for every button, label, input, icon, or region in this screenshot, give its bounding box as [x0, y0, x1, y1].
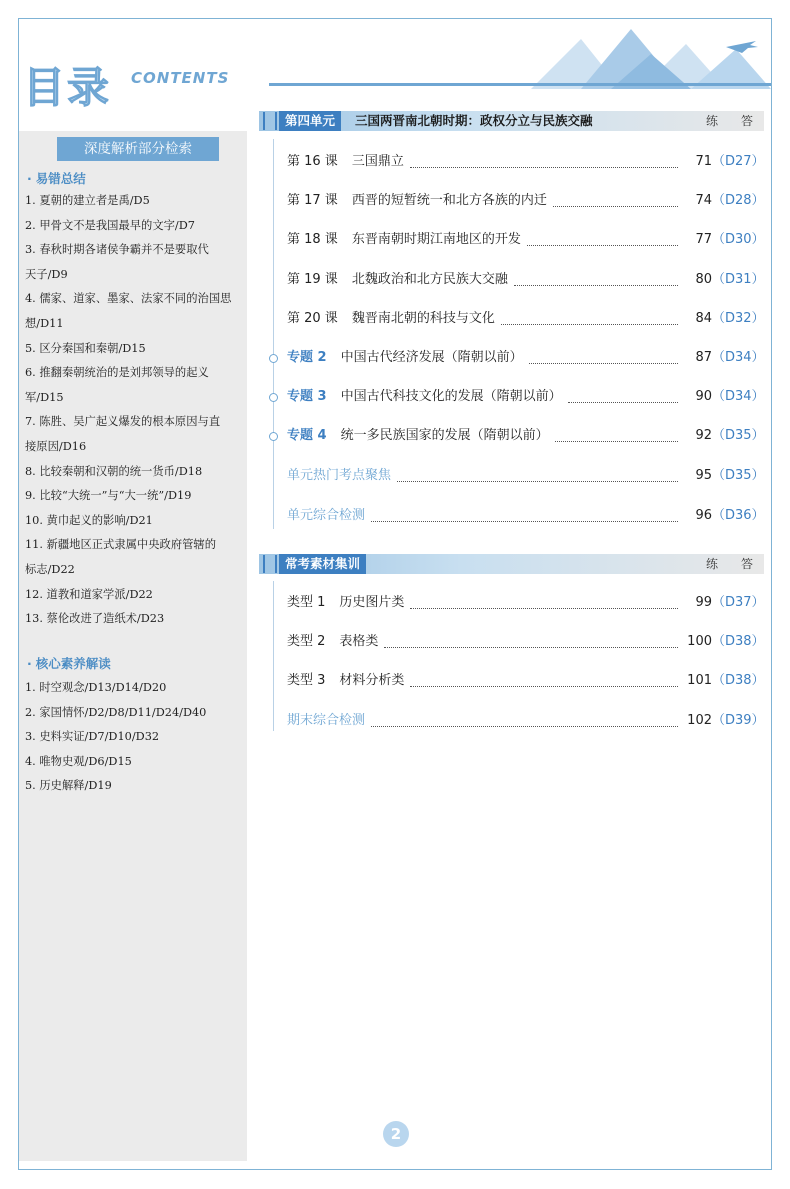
toc-page: 102 [687, 713, 712, 728]
toc-row[interactable] [287, 190, 765, 212]
dot-leader [553, 195, 678, 207]
dot-leader [529, 352, 678, 364]
toc-num: 专题 2 [287, 350, 327, 365]
toc-ans: （D35） [712, 428, 765, 443]
page-frame [18, 18, 772, 1170]
toc-name: 北魏政治和北方民族大交融 [351, 272, 508, 287]
materials-columns [684, 554, 754, 574]
materials-header [259, 554, 764, 574]
materials-tag: 常考素材集训 [279, 554, 366, 574]
toc-page: 74 [695, 193, 712, 208]
toc-page: 99 [695, 595, 712, 610]
toc-num: 类型 1 [287, 595, 326, 610]
dot-leader [410, 156, 678, 168]
toc-page: 80 [695, 272, 712, 287]
toc-ans: （D37） [712, 595, 765, 610]
dot-leader [568, 391, 678, 403]
toc-page: 77 [695, 232, 712, 247]
toc-num: 第 16 课 [287, 154, 338, 169]
sidebar-list-item: 5. 历史解释/D19 [25, 779, 112, 793]
toc-name: 材料分析类 [339, 673, 405, 688]
toc-page: 71 [695, 154, 712, 169]
toc-page: 100 [687, 634, 712, 649]
toc-name: 统一多民族国家的发展（隋朝以前） [340, 428, 549, 443]
toc-num: 第 20 课 [287, 311, 338, 326]
toc-row[interactable] [287, 631, 765, 653]
toc-ans: （D32） [712, 311, 765, 326]
sidebar-list-item: 1. 夏朝的建立者是禹/D5 [25, 194, 150, 207]
sidebar-list-item: 7. 陈胜、吴广起义爆发的根本原因与直 [25, 415, 221, 429]
toc-ans: （D39） [712, 713, 765, 728]
toc-name: 历史图片类 [339, 595, 405, 610]
sidebar-index [19, 131, 247, 1161]
toc-num: 专题 3 [287, 389, 327, 404]
sidebar-list-item: 3. 史料实证/D7/D10/D32 [25, 730, 160, 744]
sidebar-list-item: 11. 新疆地区正式隶属中央政府管辖的 [25, 538, 217, 552]
sidebar-list-item: 13. 蔡伦改进了造纸术/D23 [25, 612, 165, 626]
sidebar-list-item: 12. 道教和道家学派/D22 [25, 587, 153, 601]
dot-leader [410, 597, 678, 609]
toc-ans: （D38） [712, 634, 765, 649]
toc-num: 第 19 课 [287, 272, 338, 287]
toc-name: 东晋南朝时期江南地区的开发 [351, 232, 521, 247]
dot-leader [555, 430, 678, 442]
col-answer: 答 [740, 557, 754, 571]
sidebar-list-item: 2. 甲骨文不是我国最早的文字/D7 [25, 218, 195, 232]
toc-row[interactable] [287, 308, 765, 330]
toc-row[interactable] [287, 465, 765, 487]
toc-page: 87 [695, 350, 712, 365]
topic-bullet-icon [269, 354, 278, 363]
toc-row[interactable] [287, 229, 765, 251]
unit4-header [259, 111, 764, 131]
book-icon [263, 555, 277, 573]
toc-ans: （D34） [712, 350, 765, 365]
toc-row[interactable] [287, 425, 765, 447]
toc-logo: 目录 [23, 63, 112, 112]
sidebar-section-literacy: · 核心素养解读 [27, 654, 111, 672]
toc-ans: （D27） [712, 154, 765, 169]
toc-name: 中国古代经济发展（隋朝以前） [340, 350, 523, 365]
toc-page: 95 [695, 468, 712, 483]
unit4-tag: 第四单元 [279, 111, 341, 131]
unit4-columns [684, 111, 754, 131]
toc-ans: （D28） [712, 193, 765, 208]
dot-leader [527, 234, 678, 246]
toc-num: 专题 4 [287, 428, 327, 443]
toc-name: 魏晋南北朝的科技与文化 [351, 311, 495, 326]
sidebar-list-item: 4. 儒家、道家、墨家、法家不同的治国思 [25, 292, 232, 306]
topic-bullet-icon [269, 432, 278, 441]
toc-page: 84 [695, 311, 712, 326]
toc-page: 92 [695, 428, 712, 443]
header-rule [269, 83, 771, 86]
sidebar-list-item: 5. 区分秦国和秦朝/D15 [25, 341, 146, 355]
col-practice: 练 [705, 557, 719, 571]
page-number: 2 [383, 1121, 409, 1147]
sidebar-title: 深度解析部分检索 [57, 137, 219, 161]
sidebar-list-item: 4. 唯物史观/D6/D15 [25, 754, 132, 768]
toc-ans: （D34） [712, 389, 765, 404]
sidebar-list-item: 接原因/D16 [25, 440, 87, 453]
toc-row[interactable] [287, 386, 765, 408]
materials-rule [273, 581, 274, 731]
toc-num: 单元热门考点聚焦 [287, 468, 392, 483]
toc-row[interactable] [287, 151, 765, 173]
sidebar-list-item: 2. 家国情怀/D2/D8/D11/D24/D40 [25, 705, 207, 719]
toc-row[interactable] [287, 505, 765, 527]
toc-ans: （D30） [712, 232, 765, 247]
toc-row[interactable] [287, 347, 765, 369]
mountain-decoration-icon [511, 19, 771, 89]
sidebar-list-item: 标志/D22 [25, 563, 75, 576]
toc-ans: （D35） [712, 468, 765, 483]
topic-bullet-icon [269, 393, 278, 402]
toc-ans: （D31） [712, 272, 765, 287]
dot-leader [514, 274, 678, 286]
col-practice: 练 [705, 114, 719, 128]
toc-num: 单元综合检测 [287, 508, 366, 523]
toc-name: 西晋的短暂统一和北方各族的内迁 [351, 193, 547, 208]
toc-ans: （D36） [712, 508, 765, 523]
sidebar-list-item: 9. 比较“大统一”与“大一统”/D19 [25, 489, 192, 503]
dot-leader [410, 675, 678, 687]
contents-label: CONTENTS [131, 69, 230, 87]
toc-name: 表格类 [339, 634, 379, 649]
toc-ans: （D38） [712, 673, 765, 688]
toc-num: 第 17 课 [287, 193, 338, 208]
sidebar-list-item: 天子/D9 [25, 267, 68, 281]
col-answer: 答 [740, 114, 754, 128]
toc-page: 96 [695, 508, 712, 523]
dot-leader [384, 636, 678, 648]
toc-num: 类型 2 [287, 634, 326, 649]
unit4-title: 三国两晋南北朝时期：政权分立与民族交融 [355, 113, 593, 128]
toc-row[interactable] [287, 269, 765, 291]
dot-leader [371, 715, 678, 727]
dot-leader [371, 510, 678, 522]
toc-num: 期末综合检测 [287, 713, 366, 728]
sidebar-list-item: 1. 时空观念/D13/D14/D20 [25, 681, 167, 694]
sidebar-list-item: 8. 比较秦朝和汉朝的统一货币/D18 [25, 464, 203, 478]
unit4-rule [273, 139, 274, 529]
toc-num: 第 18 课 [287, 232, 338, 247]
toc-row[interactable] [287, 592, 765, 614]
book-icon [263, 112, 277, 130]
toc-page: 101 [687, 673, 712, 688]
toc-page: 90 [695, 389, 712, 404]
toc-num: 类型 3 [287, 673, 326, 688]
sidebar-section-errors: · 易错总结 [27, 169, 86, 187]
toc-row[interactable] [287, 670, 765, 692]
sidebar-list-item: 军/D15 [25, 390, 64, 404]
sidebar-list-item: 想/D11 [25, 317, 64, 330]
sidebar-list-item: 6. 推翻秦朝统治的是刘邦领导的起义 [25, 366, 209, 380]
sidebar-list-item: 3. 春秋时期各诸侯争霸并不是要取代 [25, 243, 209, 257]
toc-row[interactable] [287, 710, 765, 732]
dot-leader [397, 470, 678, 482]
dot-leader [501, 313, 678, 325]
toc-name: 三国鼎立 [351, 154, 404, 169]
toc-name: 中国古代科技文化的发展（隋朝以前） [340, 389, 562, 404]
sidebar-list-item: 10. 黄巾起义的影响/D21 [25, 513, 153, 527]
